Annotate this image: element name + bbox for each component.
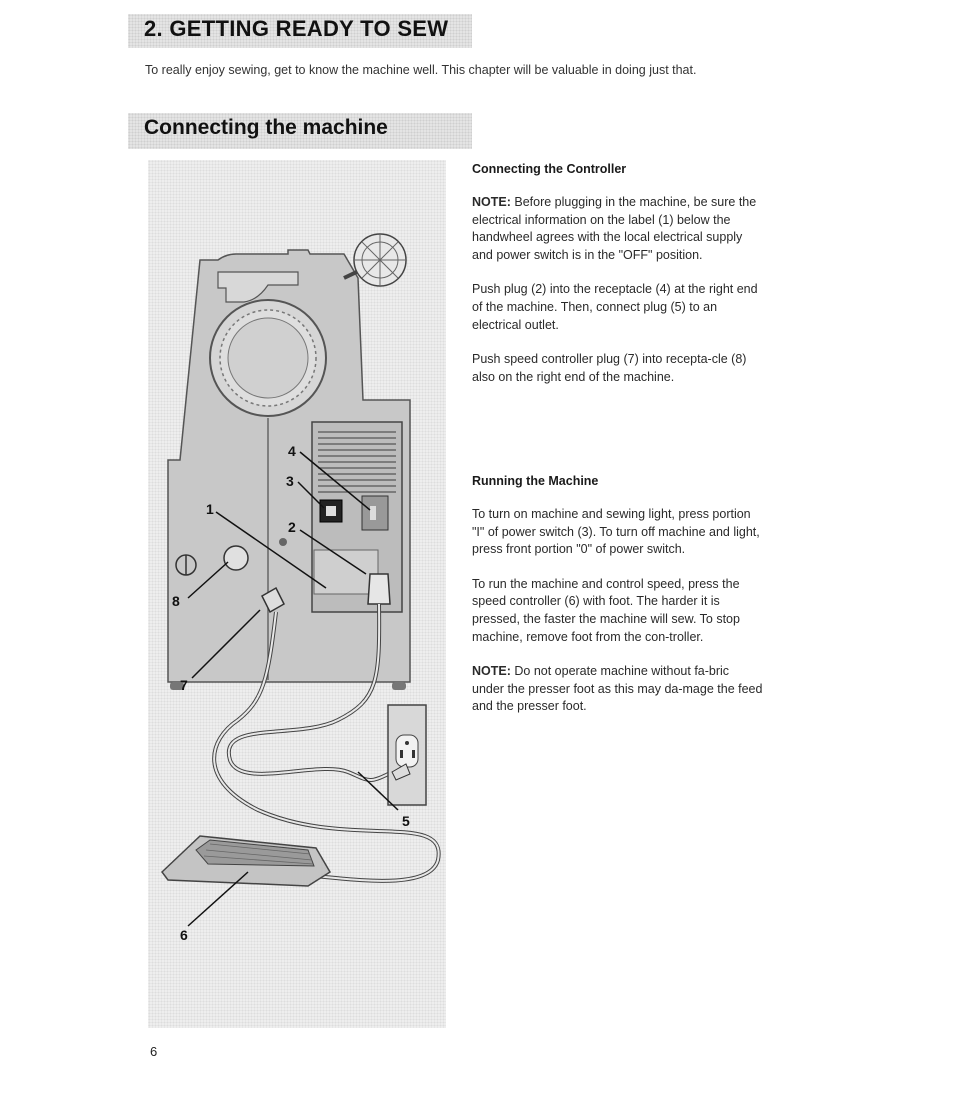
connecting-controller-block <box>472 162 764 386</box>
callout-4: 4 <box>288 443 296 459</box>
running-note <box>472 663 764 716</box>
chapter-title: 2. GETTING READY TO SEW <box>144 16 449 41</box>
connecting-note <box>472 194 764 264</box>
intro-paragraph: To really enjoy sewing, get to know the machine well. This chapter will be valuable in doing just that. <box>145 63 697 77</box>
note-text: Do not operate machine without fa-bric under the presser foot as this may da-mage the feed and the presser foot. <box>472 664 763 714</box>
connecting-paragraph-controller: Push speed controller plug (7) into recepta-cle (8) also on the right end of the machine. <box>472 352 747 384</box>
callout-3: 3 <box>286 473 294 489</box>
note-text: Before plugging in the machine, be sure the electrical information on the label (1) below the handwheel agrees with the local electrical supply and power switch is in the "OFF" position. <box>472 195 757 262</box>
running-paragraph-speed: To run the machine and control speed, press the speed controller (6) with foot. The harder it is pressed, the faster the machine will sew. To stop machine, remove foot from the con-troller. <box>472 576 740 644</box>
callout-2: 2 <box>288 519 296 535</box>
connecting-controller-heading: Connecting the Controller <box>472 162 627 176</box>
controller-receptacle <box>224 546 248 570</box>
page-number: 6 <box>150 1044 158 1059</box>
connecting-paragraph-plugs: Push plug (2) into the receptacle (4) at the right end of the machine. Then, connect plug (5) to an electrical outlet. <box>472 282 758 332</box>
power-plug <box>368 574 390 604</box>
note-label: NOTE: <box>472 664 511 679</box>
running-machine-heading: Running the Machine <box>472 474 599 488</box>
running-paragraph-switch: To turn on machine and sewing light, press portion "I" of power switch (3). To turn off machine and light, press front portion "0" of power switch. <box>472 507 760 557</box>
callout-6: 6 <box>180 927 188 943</box>
callout-7: 7 <box>180 677 188 693</box>
running-machine-block <box>472 474 764 716</box>
callout-1: 1 <box>206 501 214 517</box>
callout-8: 8 <box>172 593 180 609</box>
machine-connection-illustration <box>148 160 446 1028</box>
callout-5: 5 <box>402 813 410 829</box>
note-label: NOTE: <box>472 195 511 209</box>
section-title: Connecting the machine <box>144 116 388 139</box>
machine-foot-right <box>392 682 406 690</box>
